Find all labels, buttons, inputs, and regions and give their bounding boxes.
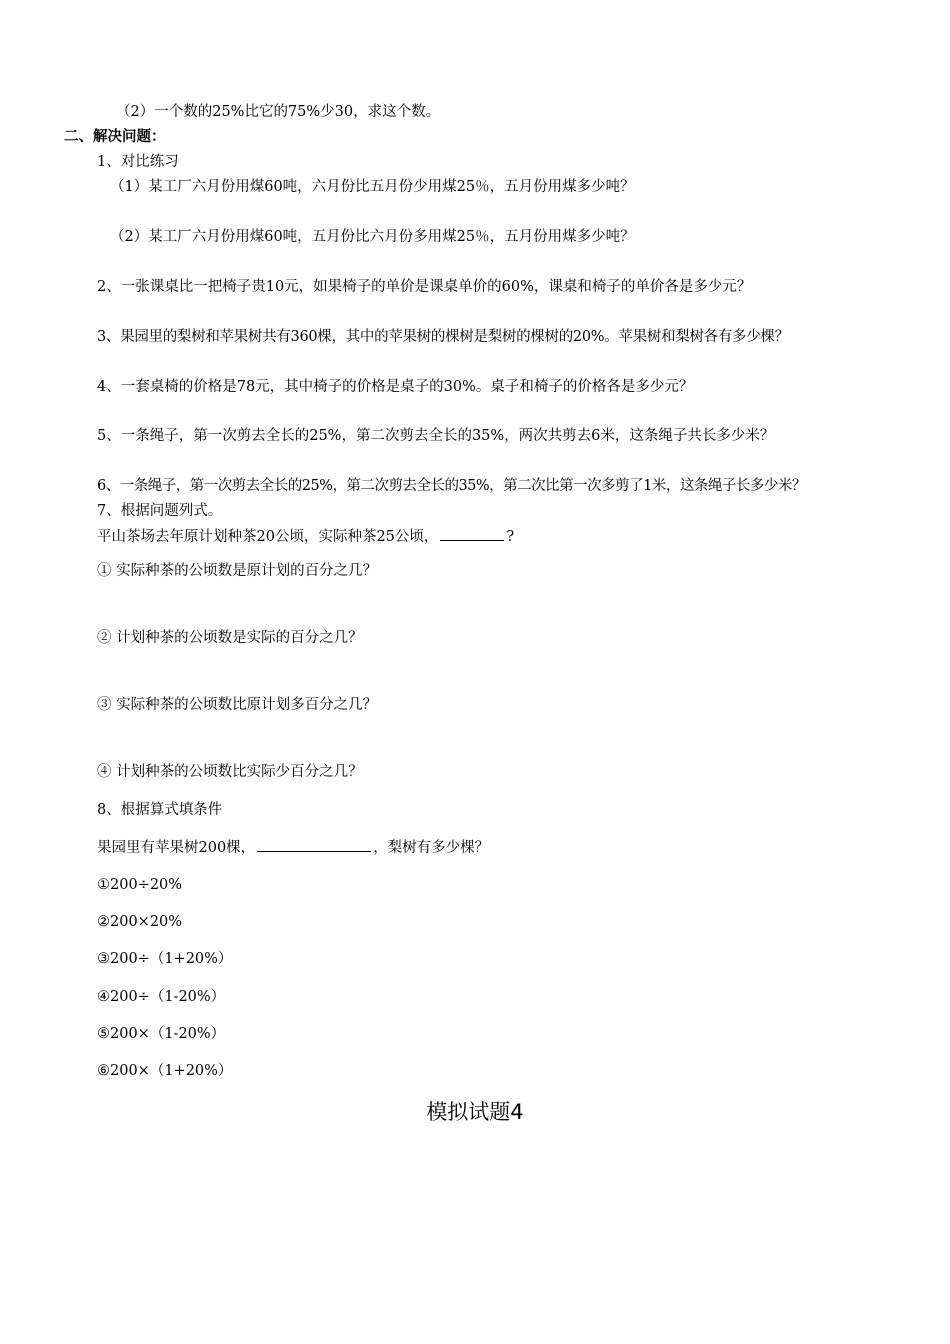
q8-answer-blank — [257, 837, 371, 852]
q8-formula-3: ③200÷（1+20%） — [97, 951, 233, 967]
q6-text: 6、一条绳子，第一次剪去全长的25%，第二次剪去全长的35%，第二次比第一次多剪了1米，这条绳子长多少米？ — [97, 478, 806, 494]
q7-item-1: ① 实际种茶的公顷数是原计划的百分之几？ — [97, 563, 378, 579]
q7-stem-text: 平山茶场去年原计划种茶20公顷，实际种茶25公顷， — [97, 529, 439, 545]
q1-heading: 1、对比练习 — [97, 154, 179, 170]
q8-formula-1: ①200÷20% — [97, 877, 183, 893]
q4-text: 4、一套桌椅的价格是78元，其中椅子的价格是桌子的30%。桌子和椅子的价格各是多少元？ — [97, 379, 694, 395]
q8-stem-end: ，梨树有多少棵？ — [373, 840, 490, 856]
q5-text: 5、一条绳子，第一次剪去全长的25%，第二次剪去全长的35%，两次共剪去6米，这条绳子共长多少米？ — [97, 428, 775, 444]
q8-heading: 8、根据算式填条件 — [97, 802, 223, 818]
q8-stem-text: 果园里有苹果树200棵， — [97, 840, 256, 856]
exam-title: 模拟试题4 — [426, 1100, 524, 1124]
q1-part1: （1）某工厂六月份用煤60吨，六月份比五月份少用煤25％，五月份用煤多少吨？ — [110, 179, 635, 195]
q7-item-4: ④ 计划种茶的公顷数比实际少百分之几？ — [97, 764, 363, 780]
q7-item-3: ③ 实际种茶的公顷数比原计划多百分之几？ — [97, 697, 378, 713]
q7-heading: 7、根据问题列式。 — [97, 503, 223, 519]
q2-text: 2、一张课桌比一把椅子贵10元，如果椅子的单价是课桌单价的60%，课桌和椅子的单价各是多少元？ — [97, 279, 752, 295]
q8-formula-6: ⑥200×（1+20%） — [97, 1063, 233, 1079]
q8-formula-5: ⑤200×（1-20%） — [97, 1026, 226, 1042]
q8-formula-2: ②200×20% — [97, 914, 183, 930]
q8-stem — [97, 837, 489, 858]
q7-item-2: ② 计划种茶的公顷数是实际的百分之几？ — [97, 630, 363, 646]
q8-formula-4: ④200÷（1-20%） — [97, 989, 226, 1005]
q7-stem — [97, 526, 514, 547]
section-heading-solve: 二、解决问题： — [64, 128, 166, 145]
q3-text: 3、果园里的梨树和苹果树共有360棵，其中的苹果树的棵树是梨树的棵树的20%。苹果树和梨树各有多少棵？ — [97, 329, 789, 345]
q7-stem-end: ? — [506, 529, 515, 545]
line-part1-q2: （2）一个数的25%比它的75%少30，求这个数。 — [116, 104, 441, 120]
q1-part2: （2）某工厂六月份用煤60吨，五月份比六月份多用煤25％，五月份用煤多少吨？ — [110, 229, 635, 245]
q7-answer-blank — [440, 526, 504, 541]
